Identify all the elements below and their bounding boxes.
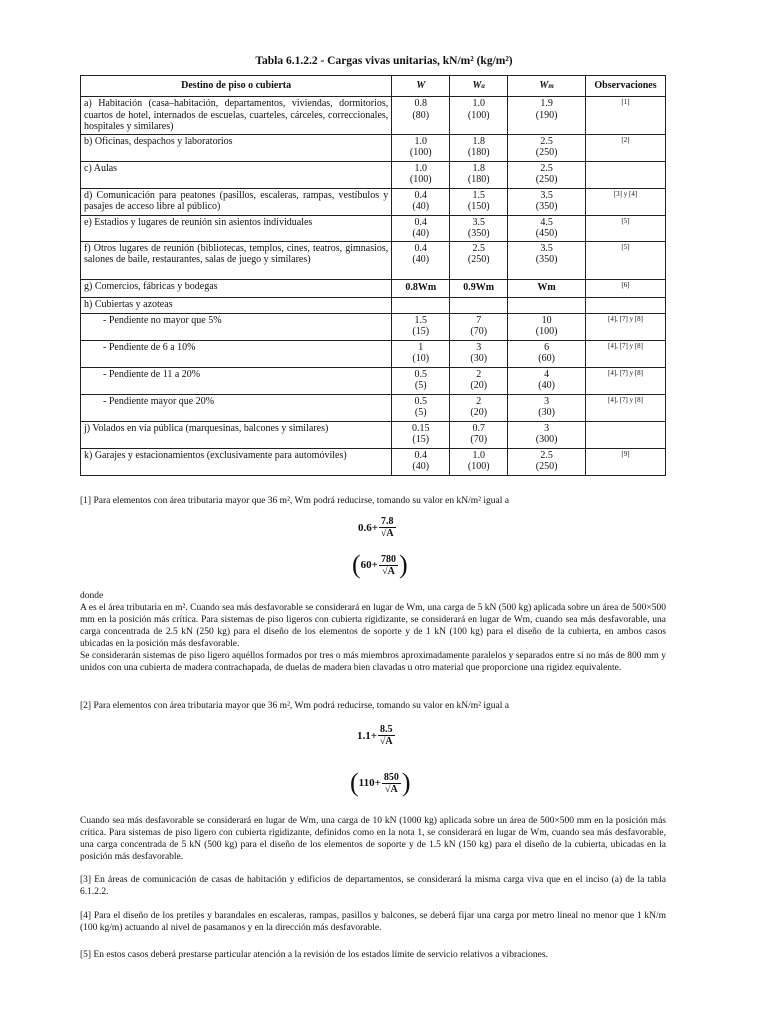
table-row — [81, 313, 666, 340]
header-w: W — [392, 76, 450, 97]
header-wm: Wm — [508, 76, 586, 97]
row-wa: 1.0 (100) — [450, 97, 508, 135]
row-wm: 6 (60) — [508, 340, 586, 367]
row-w: 0.8 (80) — [392, 97, 450, 135]
row-wm: 3 (30) — [508, 394, 586, 421]
row-wm: 3.5 (350) — [508, 188, 586, 215]
row-w: 1 (10) — [392, 340, 450, 367]
row-destino: b) Oficinas, despachos y laboratorios — [81, 134, 392, 161]
row-destino: e) Estadios y lugares de reunión sin asientos individuales — [81, 215, 392, 241]
row-observaciones: [5] — [586, 215, 666, 241]
row-w: 1.5 (15) — [392, 313, 450, 340]
row-wm: 3.5 (350) — [508, 241, 586, 279]
row-w: 0.4 (40) — [392, 241, 450, 279]
row-wm: 2.5 (250) — [508, 161, 586, 188]
note-2-paragraph: Cuando sea más desfavorable se considerará en lugar de Wm, una carga de 10 kN (1000 kg) aplicada sobre un área de 500×500 mm en la posición más crítica. Para sistemas de piso ligero con cubierta rigidizante, definidos como en la nota 1, se considerará en lugar de Wm, cuando sea más desfavorable, una carga concentrada de 5 kN (500 kg) para el diseño de los elementos de soporte y de 1.5 kN (150 kg) para el diseño de la cubierta, ubicadas en la posición más desfavorable. — [80, 816, 666, 862]
table-row — [81, 367, 666, 394]
row-wa: 2.5 (250) — [450, 241, 508, 279]
row-w: 0.4 (40) — [392, 215, 450, 241]
row-observaciones — [586, 421, 666, 448]
row-w: 0.15 (15) — [392, 421, 450, 448]
row-observaciones: [9] — [586, 448, 666, 475]
formula-2b: ( 110+ $\frac{850}{√A}$ ) — [350, 768, 411, 797]
row-observaciones — [586, 161, 666, 188]
table-row — [81, 297, 666, 313]
row-observaciones: [3] y [4] — [586, 188, 666, 215]
row-wm — [508, 297, 586, 313]
row-w: 0.4 (40) — [392, 448, 450, 475]
table-row — [81, 161, 666, 188]
row-destino: - Pendiente de 11 a 20% — [81, 367, 392, 394]
row-observaciones: [4], [7] y [8] — [586, 394, 666, 421]
row-w: 0.5 (5) — [392, 394, 450, 421]
header-wa: Wa — [450, 76, 508, 97]
live-loads-table — [80, 75, 666, 476]
row-w: 1.0 (100) — [392, 161, 450, 188]
table-row — [81, 340, 666, 367]
table-row — [81, 279, 666, 297]
row-wa: 1.5 (150) — [450, 188, 508, 215]
note-1: [1] Para elementos con área tributaria mayor que 36 m², Wm podrá reducirse, tomando su valor en kN/m² igual a — [80, 496, 509, 506]
row-wa: 1.0 (100) — [450, 448, 508, 475]
row-observaciones: [4], [7] y [8] — [586, 340, 666, 367]
table-row — [81, 241, 666, 279]
row-wa: 7 (70) — [450, 313, 508, 340]
table-title: Tabla 6.1.2.2 - Cargas vivas unitarias, kN/m² (kg/m²) — [255, 55, 513, 67]
row-observaciones: [2] — [586, 134, 666, 161]
header-observaciones: Observaciones — [586, 76, 666, 97]
row-destino: d) Comunicación para peatones (pasillos, escaleras, rampas, vestíbulos y pasajes de acceso libre al público) — [81, 188, 392, 215]
formula-1a: 0.6+ $\frac{7.8}{√A}$ — [358, 516, 394, 539]
note-1-paragraph-2: Se considerarán sistemas de piso ligero aquéllos formados por tres o más miembros aproximadamente paralelos y separados entre sí no más de 800 mm y unidos con una cubierta de madera contrachapada, de duelas de madera bien clavadas u otro material que proporcione una rigidez equivalente. — [80, 651, 666, 673]
row-destino: h) Cubiertas y azoteas — [81, 297, 392, 313]
row-observaciones: [4], [7] y [8] — [586, 367, 666, 394]
row-w: 1.0 (100) — [392, 134, 450, 161]
row-wa — [450, 297, 508, 313]
table-row — [81, 134, 666, 161]
table-row — [81, 215, 666, 241]
note-4: [4] Para el diseño de los pretiles y barandales en escaleras, rampas, pasillos y balcones, se deberá fijar una carga por metro lineal no menor que 1 kN/m (100 kg/m) actuando al nivel de pasamanos y en la dirección más desfavorable. — [80, 911, 666, 933]
row-wm: 1.9 (190) — [508, 97, 586, 135]
row-wa: 1.8 (180) — [450, 161, 508, 188]
formula-2a: 1.1+ $\frac{8.5}{√A}$ — [357, 724, 393, 747]
row-destino: - Pendiente mayor que 20% — [81, 394, 392, 421]
row-wm: 10 (100) — [508, 313, 586, 340]
table-row — [81, 421, 666, 448]
note-2: [2] Para elementos con área tributaria mayor que 36 m², Wm podrá reducirse, tomando su valor en kN/m² igual a — [80, 701, 509, 711]
row-observaciones: [5] — [586, 241, 666, 279]
donde-label: donde — [80, 591, 104, 601]
row-destino: - Pendiente de 6 a 10% — [81, 340, 392, 367]
row-destino: k) Garajes y estacionamientos (exclusivamente para automóviles) — [81, 448, 392, 475]
row-destino: f) Otros lugares de reunión (bibliotecas, templos, cines, teatros, gimnasios, salones de baile, restaurantes, salas de juego y similares) — [81, 241, 392, 279]
row-observaciones — [586, 297, 666, 313]
row-w — [392, 297, 450, 313]
row-observaciones: [6] — [586, 279, 666, 297]
header-destino: Destino de piso o cubierta — [81, 76, 392, 97]
note-5: [5] En estos casos deberá prestarse particular atención a la revisión de los estados límite de servicio relativos a vibraciones. — [80, 950, 548, 960]
row-wa: 2 (20) — [450, 394, 508, 421]
row-wa: 0.9Wm — [450, 279, 508, 297]
row-destino: g) Comercios, fábricas y bodegas — [81, 279, 392, 297]
row-wa: 3.5 (350) — [450, 215, 508, 241]
row-wm: 4.5 (450) — [508, 215, 586, 241]
table-row — [81, 97, 666, 135]
note-3: [3] En áreas de comunicación de casas de habitación y edificios de departamentos, se considerará la misma carga viva que en el inciso (a) de la tabla 6.1.2.2. — [80, 875, 666, 897]
row-wa: 0.7 (70) — [450, 421, 508, 448]
row-destino: a) Habitación (casa–habitación, departamentos, viviendas, dormitorios, cuartos de hotel, internados de escuelas, cuarteles, cárceles, correccionales, hospitales y similares) — [81, 97, 392, 135]
row-wm: 4 (40) — [508, 367, 586, 394]
row-wm: 2.5 (250) — [508, 448, 586, 475]
row-w: 0.8Wm — [392, 279, 450, 297]
row-observaciones: [4], [7] y [8] — [586, 313, 666, 340]
row-wm: 2.5 (250) — [508, 134, 586, 161]
row-wa: 3 (30) — [450, 340, 508, 367]
table-row — [81, 448, 666, 475]
row-wa: 1.8 (180) — [450, 134, 508, 161]
formula-1b: ( 60+ $\frac{780}{√A}$ ) — [352, 550, 408, 579]
table-header-row — [81, 76, 666, 97]
row-w: 0.4 (40) — [392, 188, 450, 215]
row-wm: 3 (300) — [508, 421, 586, 448]
row-destino: - Pendiente no mayor que 5% — [81, 313, 392, 340]
row-wm: Wm — [508, 279, 586, 297]
row-w: 0.5 (5) — [392, 367, 450, 394]
note-1-paragraph-1: A es el área tributaria en m². Cuando sea más desfavorable se considerará en lugar de Wm, una carga de 5 kN (500 kg) aplicada sobre un área de 500×500 mm en la posición más crítica. Para sistemas de piso ligeros con cubierta rigidizante, se considerará en lugar de Wm, cuando sea más desfavorable, una carga concentrada de 2.5 kN (250 kg) para el diseño de los elementos de soporte y de 1 kN (100 kg) para el diseño de la cubierta, en ambos casos ubicadas en la posición más desfavorable. — [80, 603, 666, 649]
row-wa: 2 (20) — [450, 367, 508, 394]
row-observaciones: [1] — [586, 97, 666, 135]
table-row — [81, 188, 666, 215]
row-destino: j) Volados en vía pública (marquesinas, balcones y similares) — [81, 421, 392, 448]
row-destino: c) Aulas — [81, 161, 392, 188]
table-row — [81, 394, 666, 421]
